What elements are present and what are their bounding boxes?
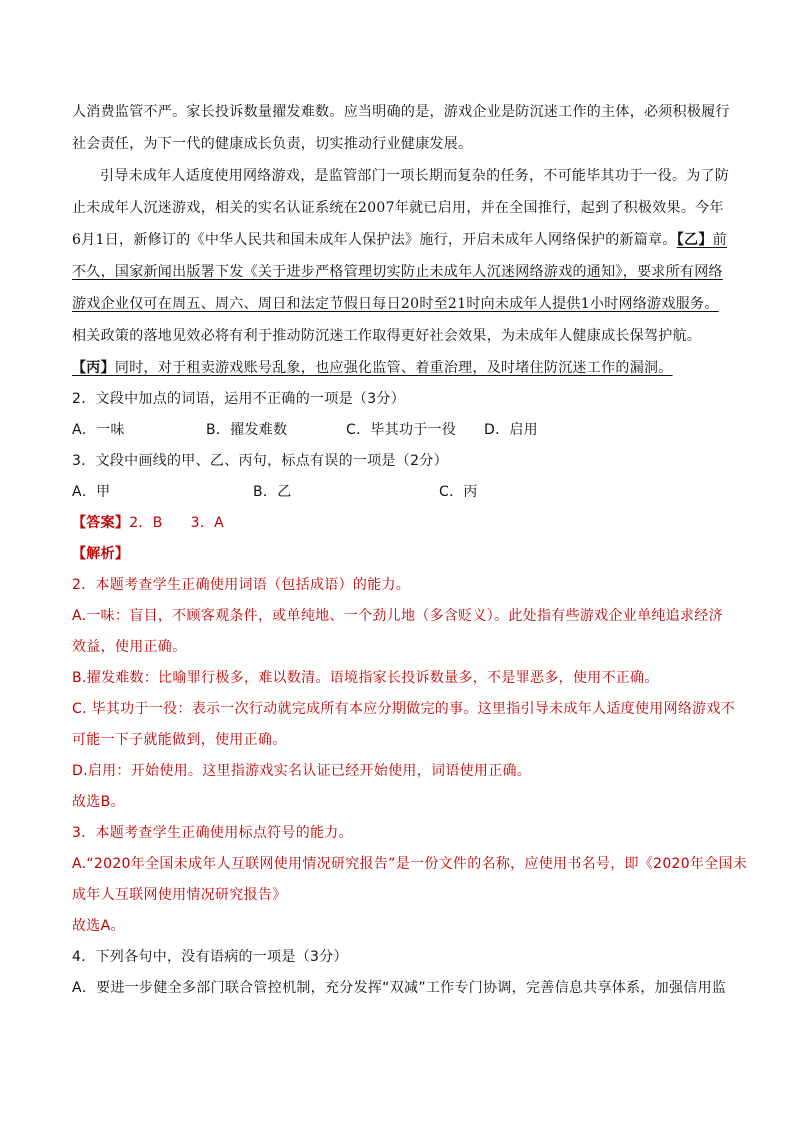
passage-line-8: 相关政策的落地见效必将有利于推动防沉迷工作取得更好社会效果，为未成年人健康成长保驾护航。 [72,328,702,344]
answer-label: 【答案】 [72,515,130,531]
q2-option-d: D．启用 [484,422,538,438]
q2-option-c: C．毕其功于一役 [346,422,457,438]
passage-line-2: 社会责任，为下一代的健康成长负责，切实推动行业健康发展。 [72,136,473,152]
analysis-line-8: 故选B。 [72,794,125,810]
analysis-line-12: 故选A。 [72,918,125,934]
analysis-label: 【解析】 [72,546,130,562]
passage-line-6-underlined: 不久，国家新闻出版署下发《关于进步严格管理切实防止未成年人沉迷网络游戏的通知》，要求所有网络 [72,264,723,280]
analysis-line-10: A.“2020年全国未成年人互联网使用情况研究报告”是一份文件的名称，应使用书名号，即《2020年全国未 [72,856,748,872]
passage-line-7-underlined: 游戏企业仅可在周五、周六、周日和法定节假日每日20时至21时向未成年人提供1小时网络游戏服务。 [72,296,719,312]
passage-line-5-pre: 6月1日，新修订的《中华人民共和国未成年人保护法》施行，开启未成年人网络保护的新篇章。 [72,232,677,248]
sentence-yi-marker: 【乙】 [676,232,713,248]
passage-line-5-post: 前 [712,232,727,248]
answer-q2: 2．B [129,515,163,531]
analysis-line-7: D.启用：开始使用。这里指游戏实名认证已经开始使用，词语使用正确。 [72,763,532,779]
q2-option-a: A．一味 [72,422,125,438]
answer-line [72,508,722,539]
analysis-line-9: 3．本题考查学生正确使用标点符号的能力。 [72,825,353,841]
q3-option-a: A．甲 [72,484,111,500]
passage-line-9-underlined [72,352,722,384]
analysis-line-1: 2．本题考查学生正确使用词语（包括成语）的能力。 [72,577,411,593]
sentence-bing-text: 同时，对于租卖游戏账号乱象，也应强化监管、着重治理，及时堵住防沉迷工作的漏洞。 [114,360,673,376]
q2-option-b: B．擢发难数 [206,422,288,438]
analysis-line-3: 效益，使用正确。 [72,639,187,655]
question-3-options [72,477,722,508]
passage-line-1: 人消费监管不严。家长投诉数量擢发难数。应当明确的是，游戏企业是防沉迷工作的主体，必须积极履行 [72,104,730,120]
question-2-stem: 2．文段中加点的词语，运用不正确的一项是（3分） [72,391,406,407]
analysis-line-6: 可能一下子就能做到，使用正确。 [72,732,287,748]
question-4-option-a: A．要进一步健全多部门联合管控机制，充分发挥“双减”工作专门协调，完善信息共享体系，加强信用监 [72,980,727,996]
analysis-line-11: 成年人互联网使用情况研究报告》 [72,887,287,903]
question-3-stem: 3．文段中画线的甲、乙、丙句，标点有误的一项是（2分） [72,453,448,469]
question-2-options [72,415,722,446]
analysis-line-5: C. 毕其功于一役：表示一次行动就完成所有本应分期做完的事。这里指引导未成年人适度使用网络游戏不 [72,701,736,717]
document-page [72,96,748,1004]
q3-option-c: C．丙 [439,484,478,500]
sentence-bing-marker: 【丙】 [72,360,115,376]
analysis-line-4: B.擢发难数：比喻罪行极多，难以数清。语境指家长投诉数量多，不是罪恶多，使用不正确。 [72,670,659,686]
answer-q3: 3．A [190,515,225,531]
analysis-line-2: A.一味：盲目，不顾客观条件，或单纯地、一个劲儿地（多含贬义）。此处指有些游戏企业单纯追求经济 [72,608,723,624]
passage-line-3: 引导未成年人适度使用网络游戏，是监管部门一项长期而复杂的任务，不可能毕其功于一役。为了防 [100,168,730,184]
passage-line-4: 止未成年人沉迷游戏，相关的实名认证系统在2007年就已启用，并在全国推行，起到了积极效果。今年 [72,200,724,216]
question-4-stem: 4．下列各句中，没有语病的一项是（3分） [72,949,348,965]
q3-option-b: B．乙 [253,484,292,500]
passage-line-5 [72,224,727,256]
